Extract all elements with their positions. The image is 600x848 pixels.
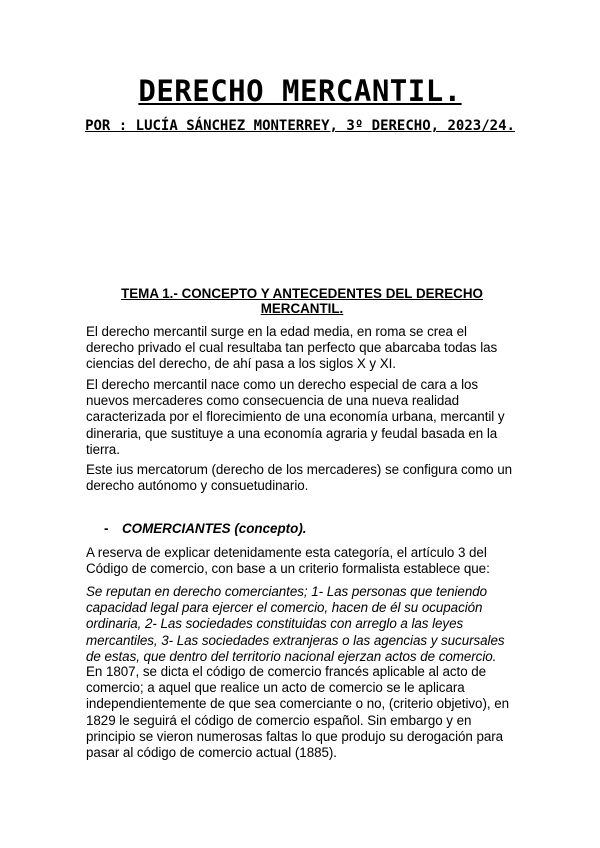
paragraph-3: Este ius mercatorum (derecho de los mercaderes) se configura como un derecho autónomo y consuetudinario.: [86, 462, 513, 494]
quote-paragraph: Se reputan en derecho comerciantes; 1- Las personas que teniendo capacidad legal para ejercer el comercio, hacen de él su ocupación ordinaria, 2- Las sociedades constituidas con arreglo a las leyes mercantiles, 3- Las sociedades extranjeras o las agencias y sucursales de estas, que dentro del territorio nacional ejerzan actos de comercio.: [86, 584, 505, 664]
section-heading: TEMA 1.- CONCEPTO Y ANTECEDENTES DEL DERECHO MERCANTIL.: [121, 286, 483, 316]
paragraph-1: El derecho mercantil surge en la edad media, en roma se crea el derecho privado el cual resultaba tan perfecto que abarcaba todas las ciencias del derecho, de ahí pasa a los siglos X y XI.: [86, 324, 498, 372]
paragraph-2: El derecho mercantil nace como un derecho especial de cara a los nuevos mercaderes como consecuencia de una nueva realidad caracterizada por el florecimiento de una economía urbana, mercantil y dineraria, que sustituye a una economía agraria y feudal basada en la tierra.: [86, 377, 505, 457]
bullet-marker: -: [104, 521, 109, 536]
paragraph-5: En 1807, se dicta el código de comercio francés aplicable al acto de comercio; a aquel que realice un acto de comercio se le aplicara independientemente de que sea comerciante o no, (criterio objetivo), en 1829 le seguirá el código de comercio español. Sin embargo y en principio se vieron numerosas faltas lo que produjo su derogación para pasar al código de comercio actual (1885).: [86, 664, 509, 761]
author-line: POR : LUCÍA SÁNCHEZ MONTERREY, 3º DERECHO, 2023/24.: [85, 118, 515, 134]
paragraph-4: A reserva de explicar detenidamente esta categoría, el artículo 3 del Código de comercio, con base a un criterio formalista establece que:: [86, 545, 490, 577]
bullet-heading: COMERCIANTES (concepto).: [122, 521, 307, 536]
document-title: DERECHO MERCANTIL.: [138, 74, 462, 108]
